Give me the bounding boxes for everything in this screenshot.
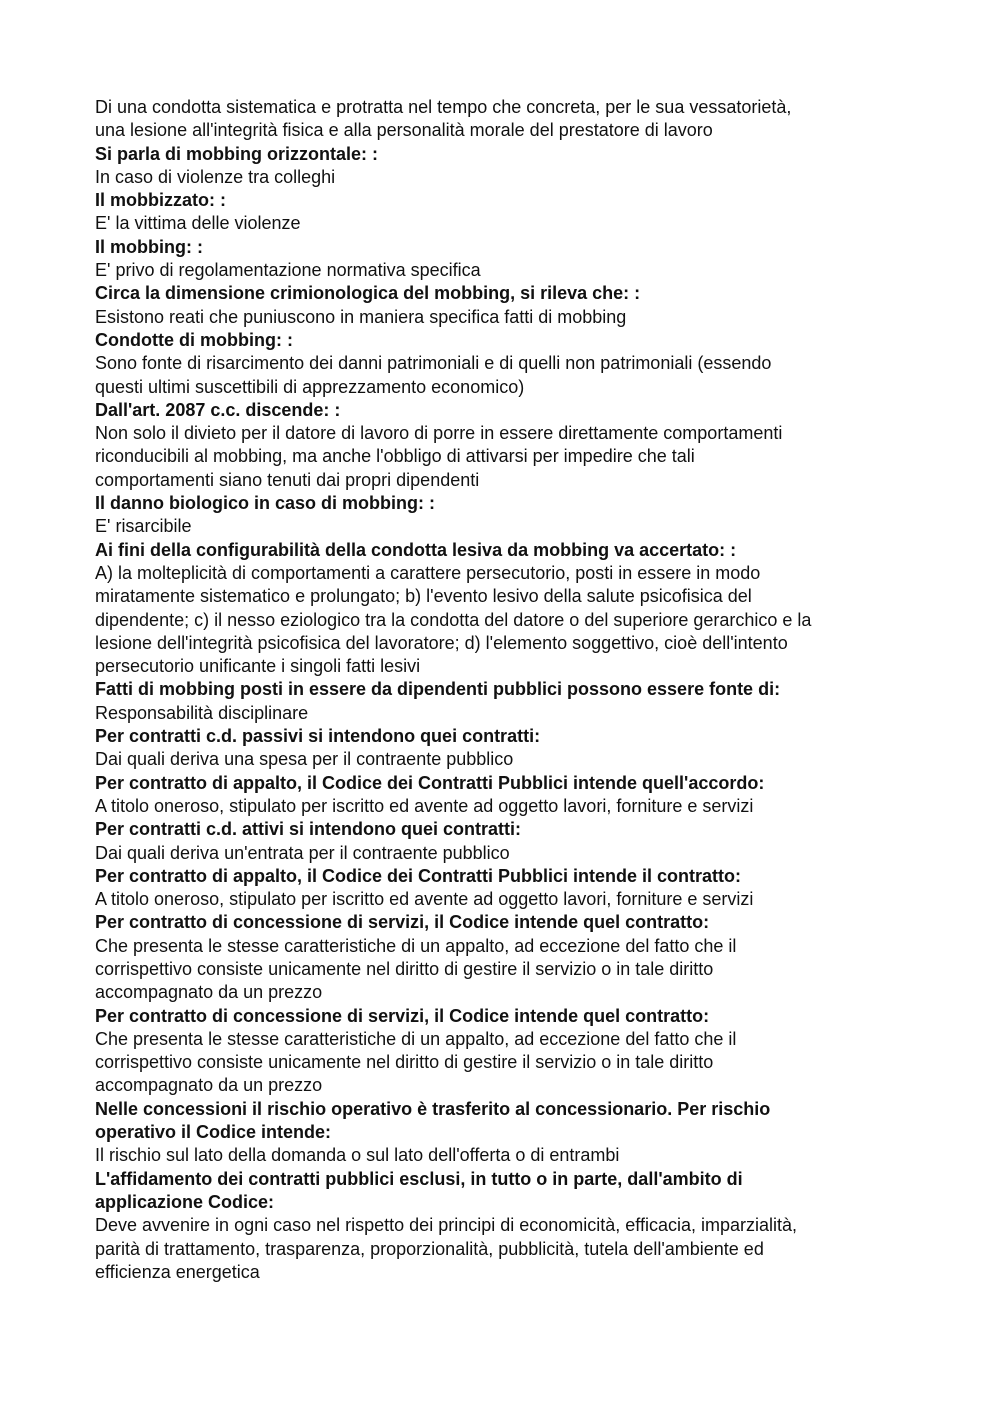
question-line: Per contratti c.d. attivi si intendono quei contratti:: [95, 819, 522, 840]
question-line: Per contratto di concessione di servizi, il Codice intende quel contratto:: [95, 1005, 710, 1026]
answer-line: miratamente sistematico e prolungato; b) l'evento lesivo della salute psicofisica del: [95, 586, 752, 607]
question-line: Per contratto di appalto, il Codice dei Contratti Pubblici intende quell'accordo:: [95, 772, 765, 793]
question-line: Il danno biologico in caso di mobbing: :: [95, 493, 435, 514]
answer-line: A titolo oneroso, stipulato per iscritto ed avente ad oggetto lavori, forniture e servizi: [95, 889, 754, 910]
answer-line: Il rischio sul lato della domanda o sul lato dell'offerta o di entrambi: [95, 1145, 620, 1166]
answer-line: A) la molteplicità di comportamenti a carattere persecutorio, posti in essere in modo: [95, 562, 761, 583]
question-line: operativo il Codice intende:: [95, 1122, 332, 1143]
answer-line: efficienza energetica: [95, 1261, 260, 1282]
answer-line: Responsabilità disciplinare: [95, 702, 309, 723]
answer-line: parità di trattamento, trasparenza, proporzionalità, pubblicità, tutela dell'ambiente ed: [95, 1238, 764, 1259]
answer-line: Esistono reati che puniuscono in maniera specifica fatti di mobbing: [95, 306, 627, 327]
answer-line: Dai quali deriva una spesa per il contraente pubblico: [95, 749, 514, 770]
answer-line: riconducibili al mobbing, ma anche l'obbligo di attivarsi per impedire che tali: [95, 446, 695, 467]
question-line: Fatti di mobbing posti in essere da dipendenti pubblici possono essere fonte di:: [95, 679, 781, 700]
question-line: L'affidamento dei contratti pubblici esclusi, in tutto o in parte, dall'ambito di: [95, 1168, 743, 1189]
answer-line: accompagnato da un prezzo: [95, 1075, 323, 1096]
answer-line: E' privo di regolamentazione normativa specifica: [95, 260, 481, 281]
question-line: Circa la dimensione crimionologica del mobbing, si rileva che: :: [95, 283, 641, 304]
question-line: Per contratto di concessione di servizi, il Codice intende quel contratto:: [95, 912, 710, 933]
answer-line: Che presenta le stesse caratteristiche di un appalto, ad eccezione del fatto che il: [95, 935, 737, 956]
answer-line: Che presenta le stesse caratteristiche di un appalto, ad eccezione del fatto che il: [95, 1028, 737, 1049]
question-line: applicazione Codice:: [95, 1191, 275, 1212]
answer-line: E' la vittima delle violenze: [95, 213, 301, 234]
question-line: Dall'art. 2087 c.c. discende: :: [95, 399, 341, 420]
question-line: Per contratti c.d. passivi si intendono quei contratti:: [95, 726, 541, 747]
answer-line: A titolo oneroso, stipulato per iscritto ed avente ad oggetto lavori, forniture e servizi: [95, 795, 754, 816]
question-line: Il mobbizzato: :: [95, 190, 226, 211]
answer-line: lesione dell'integrità psicofisica del lavoratore; d) l'elemento soggettivo, cioè dell'intento: [95, 632, 788, 653]
question-line: Per contratto di appalto, il Codice dei Contratti Pubblici intende il contratto:: [95, 865, 742, 886]
answer-line: Deve avvenire in ogni caso nel rispetto dei principi di economicità, efficacia, imparzialità,: [95, 1215, 798, 1236]
question-line: Condotte di mobbing: :: [95, 329, 293, 350]
answer-line: corrispettivo consiste unicamente nel diritto di gestire il servizio o in tale diritto: [95, 958, 714, 979]
answer-line: Dai quali deriva un'entrata per il contraente pubblico: [95, 842, 510, 863]
answer-line: comportamenti siano tenuti dai propri dipendenti: [95, 469, 480, 490]
answer-line: questi ultimi suscettibili di apprezzamento economico): [95, 376, 525, 397]
question-line: Nelle concessioni il rischio operativo è trasferito al concessionario. Per rischio: [95, 1098, 771, 1119]
answer-line: Non solo il divieto per il datore di lavoro di porre in essere direttamente comportamenti: [95, 423, 783, 444]
answer-line: In caso di violenze tra colleghi: [95, 166, 336, 187]
question-line: Si parla di mobbing orizzontale: :: [95, 143, 379, 164]
answer-line: dipendente; c) il nesso eziologico tra la condotta del datore o del superiore gerarchico e la: [95, 609, 812, 630]
question-line: Ai fini della configurabilità della condotta lesiva da mobbing va accertato: :: [95, 539, 737, 560]
answer-line: E' risarcibile: [95, 516, 192, 537]
document-page: [95, 96, 915, 1284]
answer-line: persecutorio unificante i singoli fatti lesivi: [95, 656, 421, 677]
answer-line: Di una condotta sistematica e protratta nel tempo che concreta, per le sua vessatorietà,: [95, 97, 792, 117]
answer-line: una lesione all'integrità fisica e alla personalità morale del prestatore di lavoro: [95, 120, 713, 141]
answer-line: Sono fonte di risarcimento dei danni patrimoniali e di quelli non patrimoniali (essendo: [95, 353, 772, 374]
answer-line: corrispettivo consiste unicamente nel diritto di gestire il servizio o in tale diritto: [95, 1052, 714, 1073]
answer-line: accompagnato da un prezzo: [95, 982, 323, 1003]
question-line: Il mobbing: :: [95, 236, 203, 257]
